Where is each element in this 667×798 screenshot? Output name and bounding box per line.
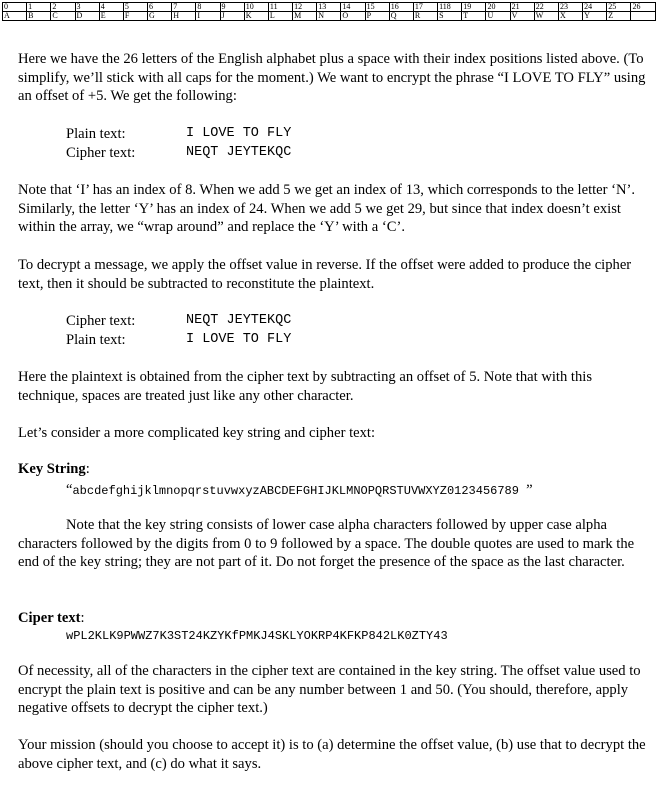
letter-cell: I [196, 12, 220, 21]
letter-cell: A [3, 12, 27, 21]
plain-text-label: Plain text: [66, 126, 126, 142]
index-cell: 26 [631, 3, 656, 12]
plain-text-label: Plain text: [66, 331, 126, 348]
letter-cell: P [365, 12, 389, 21]
index-cell: 13 [317, 3, 341, 12]
index-cell: 8 [196, 3, 220, 12]
letter-cell: D [75, 12, 99, 21]
key-string-heading-text: Key String [18, 461, 86, 477]
key-string-heading [18, 460, 90, 478]
index-cell: 3 [75, 3, 99, 12]
letter-cell: E [99, 12, 123, 21]
letter-cell: L [268, 12, 292, 21]
index-cell: 20 [486, 3, 510, 12]
letter-cell [631, 12, 656, 21]
cipher-text-heading-text: Ciper text [18, 610, 81, 626]
decrypt-example [66, 312, 291, 349]
cipher-text-colon: : [80, 610, 85, 626]
intro-paragraph: Here we have the 26 letters of the English alphabet plus a space with their index positions listed above. (To simplify, we’ll stick with all caps for the moment.) We want to encrypt the phrase “I LOVE TO FLY” using an offset of +5. We get the following: [18, 51, 646, 104]
letter-cell: S [438, 12, 462, 21]
index-cell: 118 [438, 3, 462, 12]
letter-cell: N [317, 12, 341, 21]
index-cell: 19 [462, 3, 486, 12]
letter-cell: R [413, 12, 437, 21]
letter-cell: M [293, 12, 317, 21]
index-cell: 2 [51, 3, 75, 12]
letter-cell: K [244, 12, 268, 21]
cipher-text-value: NEQT JEYTEKQC [186, 313, 292, 328]
index-cell: 21 [510, 3, 534, 12]
index-cell: 11 [268, 3, 292, 12]
index-cell: 14 [341, 3, 365, 12]
cipher-text-string: wPL2KLK9PWWZ7K3ST24KZYKfPMKJ4SKLYOKRP4KFKP842LK0ZTY43 [66, 629, 448, 643]
key-string-value [66, 482, 533, 499]
letter-cell: Q [389, 12, 413, 21]
plain-text-value: I LOVE TO FLY [186, 331, 292, 347]
plain-text-value: I LOVE TO FLY [186, 126, 292, 141]
mission-paragraph: Your mission (should you choose to accept it) is to (a) determine the offset value, (b) use that to decrypt the above cipher text, and (c) do what it says. [18, 737, 646, 772]
letter-cell: C [51, 12, 75, 21]
index-cell: 25 [607, 3, 631, 12]
letter-cell: T [462, 12, 486, 21]
index-cell: 5 [123, 3, 147, 12]
letter-cell: B [27, 12, 51, 21]
key-string-text: abcdefghijklmnopqrstuvwxyzABCDEFGHIJKLMNOPQRSTUVWXYZ0123456789 [72, 484, 527, 498]
close-quote: ” [526, 482, 533, 498]
index-cell: 4 [99, 3, 123, 12]
cipher-text-value: NEQT JEYTEKQC [186, 144, 292, 160]
letter-cell: O [341, 12, 365, 21]
letter-cell: X [558, 12, 582, 21]
index-cell: 23 [558, 3, 582, 12]
index-cell: 9 [220, 3, 244, 12]
key-string-colon: : [85, 461, 90, 477]
letter-cell: W [534, 12, 558, 21]
index-cell: 15 [365, 3, 389, 12]
cipher-text-heading [18, 609, 85, 627]
encrypt-example [66, 125, 291, 162]
index-cell: 1 [27, 3, 51, 12]
index-cell: 17 [413, 3, 437, 12]
letter-cell: H [172, 12, 196, 21]
index-cell: 10 [244, 3, 268, 12]
letter-cell: V [510, 12, 534, 21]
index-cell: 12 [293, 3, 317, 12]
necessity-paragraph: Of necessity, all of the characters in the cipher text are contained in the key string. The offset value used to encrypt the plain text is positive and can be any number between 1 and 50. (You should, therefore, apply negative offsets to decrypt the cipher text.) [18, 663, 641, 716]
decrypt-intro-paragraph: To decrypt a message, we apply the offset value in reverse. If the offset were added to produce the cipher text, then it should be subtracted to reconstitute the plaintext. [18, 257, 632, 292]
letter-cell: F [123, 12, 147, 21]
index-cell: 16 [389, 3, 413, 12]
letter-cell: U [486, 12, 510, 21]
letter-cell: Y [583, 12, 607, 21]
consider-paragraph: Let’s consider a more complicated key string and cipher text: [18, 425, 376, 441]
index-row [3, 3, 656, 12]
index-cell: 0 [3, 3, 27, 12]
note-wrap-around: Note that ‘I’ has an index of 8. When we add 5 we get an index of 13, which corresponds to the letter ‘N’. Similarly, the letter ‘Y’ has an index of 24. When we add 5 we get 29, but since that index doesn’t exist within the array, we “wrap around” and replace the ‘Y’ with a ‘C’. [18, 182, 636, 235]
index-cell: 6 [148, 3, 172, 12]
key-string-note: Note that the key string consists of lower case alpha characters followed by upper case alpha characters followed by the digits from 0 to 9 followed by a space. The double quotes are used to mark the end of the key string; they are not part of it. Do not forget the presence of the space as the last character. [18, 517, 635, 570]
cipher-text-label: Cipher text: [66, 313, 136, 329]
alphabet-index-table [2, 2, 656, 21]
index-cell: 22 [534, 3, 558, 12]
open-quote: “ [66, 482, 73, 498]
letter-cell: J [220, 12, 244, 21]
letter-row [3, 12, 656, 21]
subtract-offset-note: Here the plaintext is obtained from the cipher text by subtracting an offset of 5. Note that with this technique, spaces are treated just like any other character. [18, 369, 593, 404]
index-cell: 24 [583, 3, 607, 12]
letter-cell: Z [607, 12, 631, 21]
letter-cell: G [148, 12, 172, 21]
cipher-text-label: Cipher text: [66, 144, 136, 161]
index-cell: 7 [172, 3, 196, 12]
